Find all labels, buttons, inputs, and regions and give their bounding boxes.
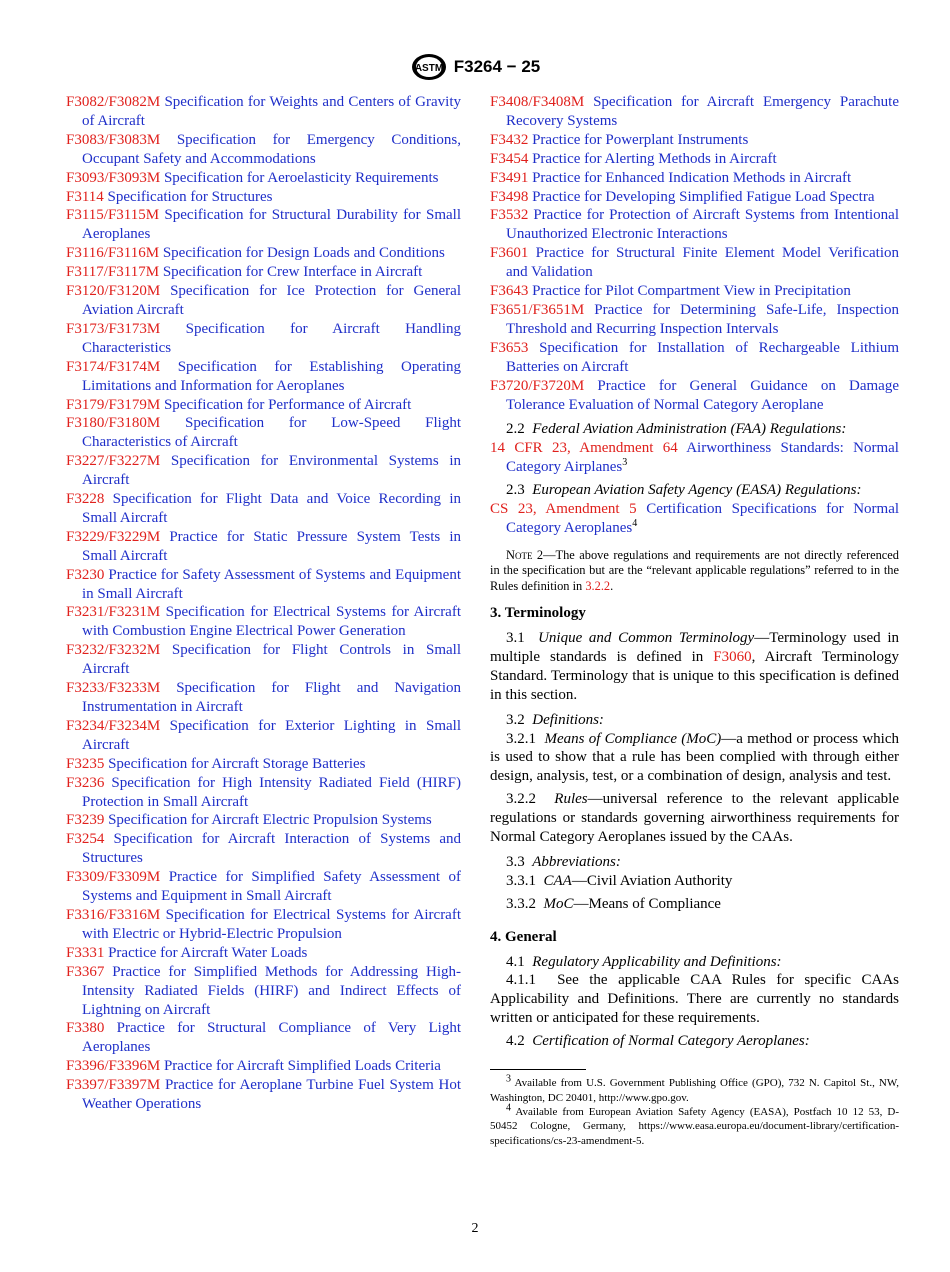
reference-code-link[interactable]: F3396/F3396M [66, 1058, 161, 1075]
reference-code-link[interactable]: F3651/F3651M [490, 301, 585, 318]
reference-title: Specification for Flight Controls in Small Aircraft [82, 642, 461, 678]
reference-item [66, 358, 461, 396]
reference-title: Specification for Exterior Lighting in Small Aircraft [82, 717, 462, 753]
reference-code-link[interactable]: F3093/F3093M [66, 169, 161, 186]
reference-item [66, 396, 461, 415]
reference-code-link[interactable]: F3498 [490, 188, 529, 205]
reference-code-link[interactable]: F3233/F3233M [66, 680, 161, 697]
reference-item [66, 452, 461, 490]
rules-definition-link[interactable]: 3.2.2 [585, 578, 611, 593]
reference-item [66, 188, 461, 207]
reference-title: Specification for Performance of Aircraft [163, 396, 412, 413]
footnote-ref-4[interactable]: 4 [632, 517, 638, 529]
reference-item [490, 169, 899, 188]
reference-title: Practice for Aeroplane Turbine Fuel System Hot Weather Operations [82, 1077, 461, 1113]
reference-code-link[interactable]: F3180/F3180M [66, 415, 161, 432]
reference-title: Practice for Developing Simplified Fatigue Load Spectra [532, 188, 875, 205]
reference-item [66, 717, 461, 755]
reference-code-link[interactable]: F3316/F3316M [66, 906, 161, 923]
page-header [0, 52, 950, 82]
reference-title: Practice for Protection of Aircraft Systems from Intentional Unauthorized Electronic Interactions [506, 207, 900, 243]
reference-title: Practice for Static Pressure System Tests in Small Aircraft [82, 528, 461, 564]
terminology-heading: 3. Terminology [490, 605, 586, 622]
note-2: Note 2—The above regulations and requirements are not directly referenced in the specification but are the “relevant applicable regulations” referred to in the Rules definition in 3.2.2. [490, 547, 899, 593]
reference-code-link[interactable]: F3309/F3309M [66, 869, 161, 886]
reference-item [490, 150, 899, 169]
reference-title: Practice for Enhanced Indication Methods in Aircraft [532, 169, 852, 186]
reference-title: Specification for Ice Protection for General Aviation Aircraft [82, 283, 461, 318]
reference-code-link[interactable]: F3397/F3397M [66, 1077, 161, 1094]
reference-code-link[interactable]: F3231/F3231M [66, 604, 161, 621]
reference-title: Practice for Powerplant Instruments [532, 131, 749, 148]
reference-code-link[interactable]: F3179/F3179M [66, 396, 161, 413]
reference-item [66, 811, 461, 830]
reference-code-link[interactable]: F3601 [490, 245, 529, 262]
reference-title: Specification for Structures [107, 188, 273, 205]
logo-text: ASTM [414, 63, 443, 74]
reference-title: Practice for Aircraft Simplified Loads Criteria [163, 1058, 441, 1075]
reference-code-link[interactable]: F3236 [66, 774, 105, 791]
reference-code-link[interactable]: F3234/F3234M [66, 717, 161, 734]
reference-title: Practice for Aircraft Water Loads [108, 944, 308, 961]
reference-item [66, 1019, 461, 1057]
reference-title: Specification for Aircraft Interaction of Systems and Structures [82, 831, 462, 867]
reference-title: Specification for Structural Durability for Small Aeroplanes [82, 207, 462, 243]
reference-code-link[interactable]: F3643 [490, 283, 529, 300]
paragraph-3-2-1: 3.2.1 Means of Compliance (MoC)—a method or process which is used to show that a rule has been complied with through either design, analysis, test, or a combination of design, analysis and test. [490, 730, 900, 785]
reference-item [66, 830, 461, 868]
reference-title: Specification for Crew Interface in Aircraft [162, 264, 423, 281]
footnote-divider [490, 1069, 586, 1070]
reference-item [66, 320, 461, 358]
astm-logo-icon [410, 52, 448, 82]
reference-code-link[interactable]: F3232/F3232M [66, 642, 161, 659]
reference-title: Practice for Alerting Methods in Aircraft [532, 150, 777, 167]
faa-reference [490, 439, 899, 477]
paragraph-3-2: 3.2 Definitions: [506, 711, 604, 728]
reference-title: Specification for Establishing Operating Limitations and Information for Aeroplanes [82, 358, 462, 394]
reference-item [66, 1057, 461, 1076]
easa-reference [490, 500, 899, 538]
reference-title: Practice for Pilot Compartment View in Precipitation [532, 283, 851, 300]
reference-item [66, 282, 461, 320]
reference-item [490, 339, 899, 377]
reference-item [66, 93, 461, 131]
reference-item [66, 906, 461, 944]
paragraph-3-3: 3.3 Abbreviations: [506, 853, 621, 870]
reference-item [490, 282, 899, 301]
paragraph-3-3-2: 3.3.2 MoC—Means of Compliance [506, 895, 721, 912]
reference-code-link[interactable]: F3720/F3720M [490, 377, 585, 394]
reference-code-link[interactable]: F3331 [66, 944, 105, 961]
reference-title: Specification for Emergency Conditions, Occupant Safety and Accommodations [82, 131, 461, 167]
reference-code-link[interactable]: F3367 [66, 963, 105, 980]
reference-title: Specification for Flight and Navigation Instrumentation in Aircraft [82, 680, 462, 715]
reference-item [66, 963, 461, 1020]
reference-code-link[interactable]: F3454 [490, 150, 529, 167]
reference-title: Practice for Safety Assessment of Systems and Equipment in Small Aircraft [82, 566, 462, 602]
reference-item [66, 490, 461, 528]
reference-item [66, 641, 461, 679]
footnote-ref-3[interactable]: 3 [622, 457, 628, 469]
general-heading: 4. General [490, 928, 557, 945]
reference-code-link[interactable]: F3380 [66, 1020, 105, 1037]
reference-item [66, 868, 461, 906]
reference-title: Specification for Installation of Rechargeable Lithium Batteries on Aircraft [506, 339, 899, 375]
reference-item [490, 301, 899, 339]
reference-code-link[interactable]: F3173/F3173M [66, 320, 161, 337]
reference-item [66, 755, 461, 774]
reference-item [66, 528, 461, 566]
reference-title: Specification for Aircraft Handling Characteristics [82, 320, 461, 356]
reference-title: Specification for Design Loads and Conditions [162, 245, 445, 262]
reference-code-link[interactable]: F3117/F3117M [66, 264, 160, 281]
reference-code-link[interactable]: F3254 [66, 831, 105, 848]
reference-item [490, 244, 899, 282]
reference-title: Specification for Aeroelasticity Requirements [163, 169, 439, 186]
reference-code-link[interactable]: F3115/F3115M [66, 207, 160, 224]
reference-code-link[interactable]: F3114 [66, 188, 104, 205]
paragraph-4-1-1: 4.1.1 See the applicable CAA Rules for specific CAAs Applicability and Definitions. There are currently no standards written or anticipated for these requirements. [490, 972, 900, 1027]
left-column [66, 93, 461, 1114]
reference-title: Specification for Electrical Systems for Aircraft with Electric or Hybrid-Electric Propulsion [82, 906, 462, 942]
reference-code-link[interactable]: F3229/F3229M [66, 528, 161, 545]
reference-item [490, 377, 899, 415]
paragraph-3-2-2: 3.2.2 Rules—universal reference to the relevant applicable regulations or standards governing airworthiness requirements for Normal Category Aeroplanes issued by the CAAs. [490, 791, 899, 846]
reference-title: Practice for Determining Safe-Life, Inspection Threshold and Recurring Inspection Intervals [506, 301, 899, 337]
reference-item [66, 679, 461, 717]
reference-item [66, 263, 461, 282]
reference-code-link[interactable]: F3235 [66, 755, 105, 772]
reference-title: Specification for Electrical Systems for Aircraft with Combustion Engine Electrical Power Generation [82, 604, 462, 640]
paragraph-4-1: 4.1 Regulatory Applicability and Definitions: [506, 953, 782, 970]
reference-title: Specification for High Intensity Radiated Field (HIRF) Protection in Small Aircraft [82, 774, 461, 810]
reference-code-link[interactable]: F3174/F3174M [66, 358, 161, 375]
reference-title: Specification for Aircraft Storage Batteries [108, 755, 366, 772]
right-reference-list [490, 93, 899, 414]
reference-title: Practice for Structural Compliance of Very Light Aeroplanes [82, 1020, 461, 1056]
reference-code-link[interactable]: F3653 [490, 339, 529, 356]
reference-item [490, 131, 899, 150]
f3060-link[interactable]: F3060 [713, 648, 752, 665]
document-id: F3264 − 25 [453, 57, 541, 76]
faa-reference-link[interactable]: 14 CFR 23, Amendment 64 [490, 440, 678, 457]
reference-code-link[interactable]: F3432 [490, 131, 529, 148]
reference-item [66, 169, 461, 188]
reference-code-link[interactable]: F3116/F3116M [66, 245, 160, 262]
left-reference-list [66, 93, 461, 1114]
reference-item [490, 206, 899, 244]
reference-item [66, 244, 461, 263]
reference-code-link[interactable]: F3120/F3120M [66, 283, 161, 300]
reference-title: Specification for Low-Speed Flight Characteristics of Aircraft [82, 415, 461, 451]
reference-title: Specification for Aircraft Electric Propulsion Systems [108, 812, 432, 829]
reference-code-link[interactable]: F3230 [66, 566, 105, 583]
easa-reference-link[interactable]: CS 23, Amendment 5 [490, 501, 637, 518]
reference-code-link[interactable]: F3408/F3408M [490, 94, 585, 110]
reference-item [66, 131, 461, 169]
reference-title: Specification for Environmental Systems in Aircraft [82, 453, 461, 489]
reference-item [66, 944, 461, 963]
reference-title: Specification for Weights and Centers of Gravity of Aircraft [82, 94, 461, 129]
reference-code-link[interactable]: F3082/F3082M [66, 94, 161, 110]
paragraph-4-2: 4.2 Certification of Normal Category Aeroplanes: [506, 1033, 810, 1050]
section-2-3-heading: 2.3 European Aviation Safety Agency (EASA) Regulations: [506, 482, 862, 499]
reference-code-link[interactable]: F3083/F3083M [66, 131, 161, 148]
reference-code-link[interactable]: F3491 [490, 169, 529, 186]
reference-item [66, 206, 461, 244]
reference-title: Specification for Aircraft Emergency Parachute Recovery Systems [506, 94, 899, 129]
reference-code-link[interactable]: F3228 [66, 491, 105, 508]
footnote-3: $^3$ Available from U.S. Government Publishing Office (GPO), 732 N. Capitol St., NW, Washington, DC 20401, http://www.gpo.gov. [490, 1073, 899, 1104]
reference-item [490, 188, 899, 207]
reference-code-link[interactable]: F3239 [66, 812, 105, 829]
faa-reference-title: Airworthiness Standards: Normal Category Airplanes [506, 440, 899, 476]
reference-item [66, 603, 461, 641]
footnote-4: $^4$ Available from European Aviation Safety Agency (EASA), Postfach 10 12 53, D-50452 Cologne, Germany, https://www.easa.europa.eu/document-library/certification-specifications/cs-23-amendment-5. [490, 1102, 899, 1147]
reference-code-link[interactable]: F3532 [490, 207, 529, 224]
reference-title: Practice for Simplified Methods for Addressing High-Intensity Radiated Fields (HIRF) and Indirect Effects of Lightning on Aircraft [82, 963, 461, 1018]
reference-item [66, 1076, 461, 1114]
easa-reference-title: Certification Specifications for Normal Category Aeroplanes [506, 501, 900, 536]
reference-title: Practice for General Guidance on Damage Tolerance Evaluation of Normal Category Aeroplane [506, 377, 899, 413]
reference-code-link[interactable]: F3227/F3227M [66, 453, 161, 470]
reference-title: Specification for Flight Data and Voice Recording in Small Aircraft [82, 491, 461, 526]
page-number: 2 [471, 1221, 479, 1236]
section-2-2-heading: 2.2 Federal Aviation Administration (FAA) Regulations: [506, 421, 847, 438]
reference-item [66, 566, 461, 604]
paragraph-3-3-1: 3.3.1 CAA—Civil Aviation Authority [506, 872, 733, 889]
reference-title: Practice for Structural Finite Element Model Verification and Validation [506, 245, 900, 281]
reference-title: Practice for Simplified Safety Assessment of Systems and Equipment in Small Aircraft [82, 869, 462, 905]
reference-item [66, 774, 461, 812]
reference-item [490, 93, 899, 131]
right-column [490, 93, 899, 1148]
paragraph-3-1: 3.1 Unique and Common Terminology—Terminology used in multiple standards is defined in F3060, Aircraft Terminology Standard. Terminology that is unique to this specification is defined in this section. [490, 629, 899, 703]
reference-item [66, 414, 461, 452]
